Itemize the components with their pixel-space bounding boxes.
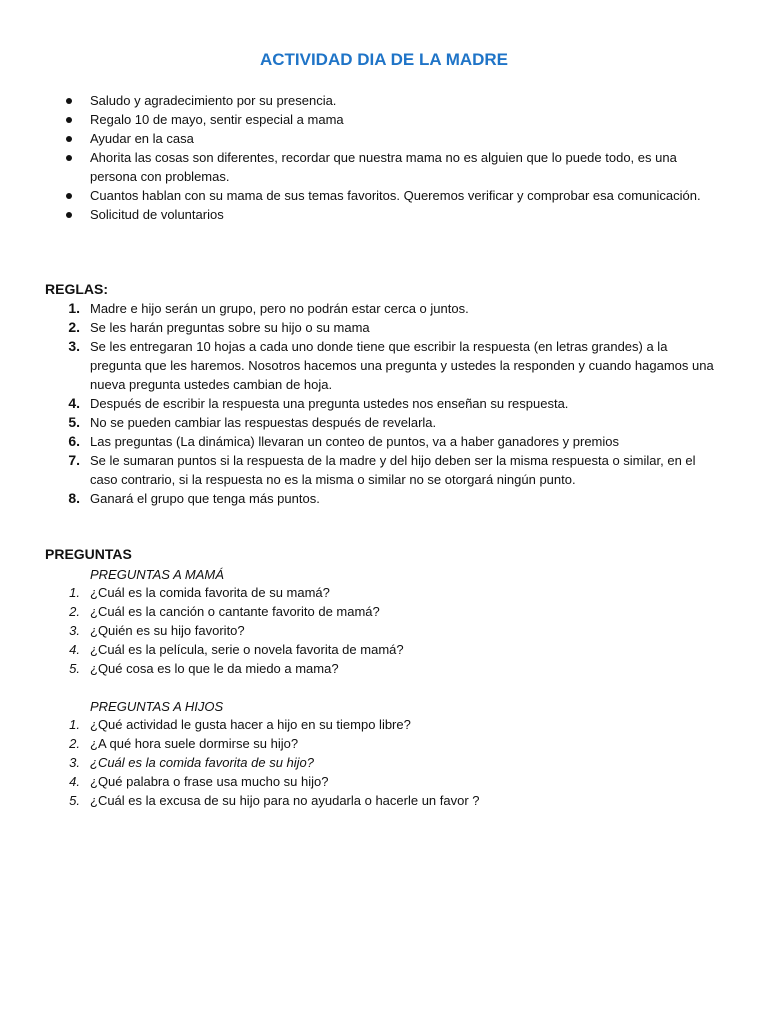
bullet-icon <box>66 193 72 199</box>
question-item: 4. ¿Qué palabra o frase usa mucho su hijo? <box>69 774 329 789</box>
rule-item: 7. Se le sumaran puntos si la respuesta de la madre y del hijo deben ser la misma respuesta o similar, en el caso contrario, si la respuesta no es la misma o similar no se otorgará ningún punto. <box>68 452 696 487</box>
list-item: Regalo 10 de mayo, sentir especial a mama <box>0 110 768 129</box>
bullet-icon <box>66 136 72 142</box>
list-item: Ahorita las cosas son diferentes, recordar que nuestra mama no es alguien que lo puede todo, es una persona con problemas. <box>0 148 768 186</box>
rule-item: 3. Se les entregaran 10 hojas a cada uno donde tiene que escribir la respuesta (en letras grandes) a la pregunta que les haremos. Nosotros hacemos una pregunta y ustedes la responden y cuando hagamos una nueva pregunta ustedes cambian de hoja. <box>68 338 714 392</box>
bullet-icon <box>66 155 72 161</box>
questions-heading: PREGUNTAS <box>45 546 132 562</box>
questions-hijos-list <box>0 715 768 810</box>
document-title: ACTIVIDAD DIA DE LA MADRE <box>259 50 509 69</box>
list-item: Ayudar en la casa <box>0 129 768 148</box>
list-item: Cuantos hablan con su mama de sus temas favoritos. Queremos verificar y comprobar esa comunicación. <box>0 186 768 205</box>
question-item: 3. ¿Quién es su hijo favorito? <box>69 623 245 638</box>
list-item: Saludo y agradecimiento por su presencia. <box>0 91 768 110</box>
question-item: 5. ¿Qué cosa es lo que le da miedo a mama? <box>69 661 339 676</box>
intro-list <box>0 91 768 224</box>
bullet-icon <box>66 98 72 104</box>
rule-item: 5. No se pueden cambiar las respuestas después de revelarla. <box>68 414 437 430</box>
rule-item: 4. Después de escribir la respuesta una pregunta ustedes nos enseñan su respuesta. <box>68 395 569 411</box>
question-item: 2. ¿A qué hora suele dormirse su hijo? <box>69 736 299 751</box>
rules-heading: REGLAS: <box>45 281 108 297</box>
rules-list <box>0 299 768 508</box>
question-item: 5. ¿Cuál es la excusa de su hijo para no ayudarla o hacerle un favor ? <box>69 793 480 808</box>
question-item: 3. ¿Cuál es la comida favorita de su hijo? <box>69 755 315 770</box>
rule-item: 6. Las preguntas (La dinámica) llevaran un conteo de puntos, va a haber ganadores y premios <box>68 433 619 449</box>
rule-item: 8. Ganará el grupo que tenga más puntos. <box>68 490 320 506</box>
questions-mama-list <box>0 583 768 678</box>
bullet-icon <box>66 212 72 218</box>
question-item: 1. ¿Cuál es la comida favorita de su mamá? <box>69 585 330 600</box>
question-item: 1. ¿Qué actividad le gusta hacer a hijo en su tiempo libre? <box>69 717 411 732</box>
questions-hijos-subheading: PREGUNTAS A HIJOS <box>90 699 224 714</box>
question-item: 2. ¿Cuál es la canción o cantante favorito de mamá? <box>69 604 380 619</box>
bullet-icon <box>66 117 72 123</box>
question-item: 4. ¿Cuál es la película, serie o novela favorita de mamá? <box>69 642 404 657</box>
list-item: Solicitud de voluntarios <box>0 205 768 224</box>
rule-item: 2. Se les harán preguntas sobre su hijo o su mama <box>68 319 370 335</box>
questions-mama-subheading: PREGUNTAS A MAMÁ <box>90 567 224 582</box>
rule-item: 1. Madre e hijo serán un grupo, pero no podrán estar cerca o juntos. <box>68 300 469 316</box>
